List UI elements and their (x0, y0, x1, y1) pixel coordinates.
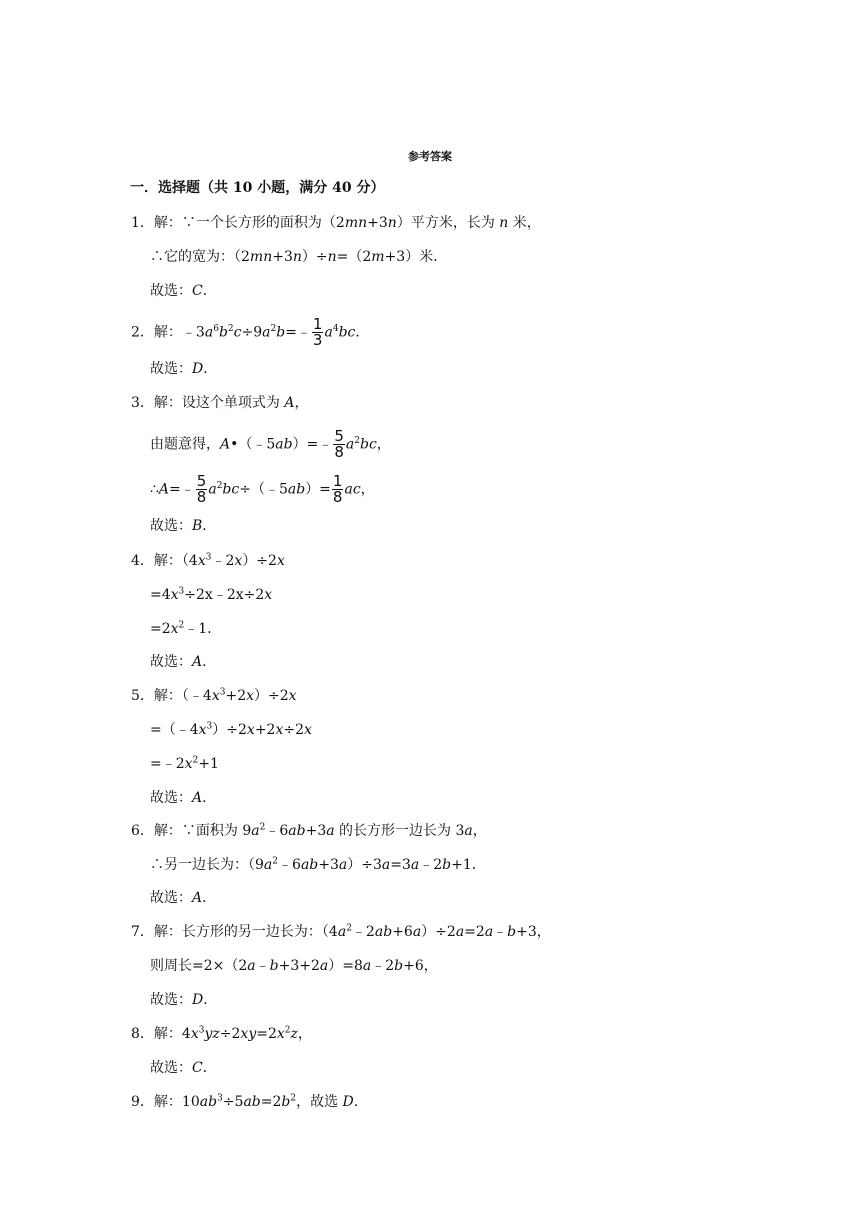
answer-7-choice: 故选：D． (150, 992, 218, 1008)
fraction: $\frac{1}{8}$ (332, 472, 343, 506)
answer-5-line-1: 5．解：$(﹣4x^3+2x)\div 2x$ (131, 687, 297, 704)
answer-5-line-3: $=﹣2x^2+1$ (150, 755, 219, 772)
fraction: $\frac{5}{8}$ (196, 472, 207, 506)
answer-1-choice: 故选：C． (150, 283, 217, 299)
answer-6-choice: 故选：A． (150, 890, 217, 906)
section-heading: 一．选择题（共 10 小题，满分 40 分） (130, 180, 385, 196)
answer-4-line-3: $=2x^2﹣1$． (150, 620, 222, 637)
answer-6-line-2: ∴另一边长为：$(9a^2﹣6ab+3a)\div 3a=3a﹣2b+1$． (150, 856, 486, 873)
answer-9-line-1: 9．解：$10ab^3\div 5ab=2b^2$，故选 D． (131, 1093, 368, 1110)
answer-4-line-1: 4．解：$(4x^3﹣2x)\div 2x$ (131, 552, 285, 569)
answer-1-line-2: ∴它的宽为：（2mn+3n）÷n=（2m+3）米． (150, 249, 448, 265)
answer-8-line-1: 8．解：$4x^3yz\div 2xy=2x^2z$， (131, 1025, 312, 1042)
answer-2-choice: 故选：D． (150, 361, 218, 377)
answer-8-choice: 故选：C． (150, 1060, 217, 1076)
answer-3-line-1: 3．解：设这个单项式为 A， (131, 395, 309, 411)
answer-7-line-2: 则周长=2×（2a﹣b+3+2a）=8a﹣2b+6， (150, 958, 438, 974)
answer-2-line-1: 2．解：$﹣3a^6b^2c\div 9a^2b=﹣$ $\frac{1}{3}$ $a^4bc$． (131, 315, 370, 349)
answer-1-line-1: 1．解：∵一个长方形的面积为（2mn+3n）平方米，长为 n 米， (131, 215, 541, 231)
answer-5-line-2: $=(﹣4x^3)\div 2x+2x\div 2x$ (150, 721, 312, 738)
answer-4-line-2: $=4x^3\div 2x﹣2x\div 2x$ (150, 586, 273, 603)
page-title: 参考答案 (408, 150, 452, 163)
answer-6-line-1: 6．解：∵面积为 $9a^2﹣6ab+3a$ 的长方形一边长为 3a， (131, 822, 487, 839)
answer-5-choice: 故选：A． (150, 790, 217, 806)
answer-3-choice: 故选：B． (150, 518, 217, 534)
fraction: $\frac{1}{3}$ (312, 315, 323, 349)
answer-3-line-2: 由题意得，A•（﹣5ab）=﹣ $\frac{5}{8}$ $a^2bc$， (150, 427, 391, 461)
answer-7-line-1: 7．解：长方形的另一边长为：$(4a^2﹣2ab+6a)\div 2a=2a﹣b+3$， (131, 923, 551, 940)
fraction: $\frac{5}{8}$ (334, 427, 344, 461)
answer-3-line-3: ∴A=﹣ $\frac{5}{8}$ $a^2bc\div(﹣5ab)=$ $\frac{1}{8}$ ac， (150, 472, 375, 506)
answer-4-choice: 故选：A． (150, 654, 217, 670)
